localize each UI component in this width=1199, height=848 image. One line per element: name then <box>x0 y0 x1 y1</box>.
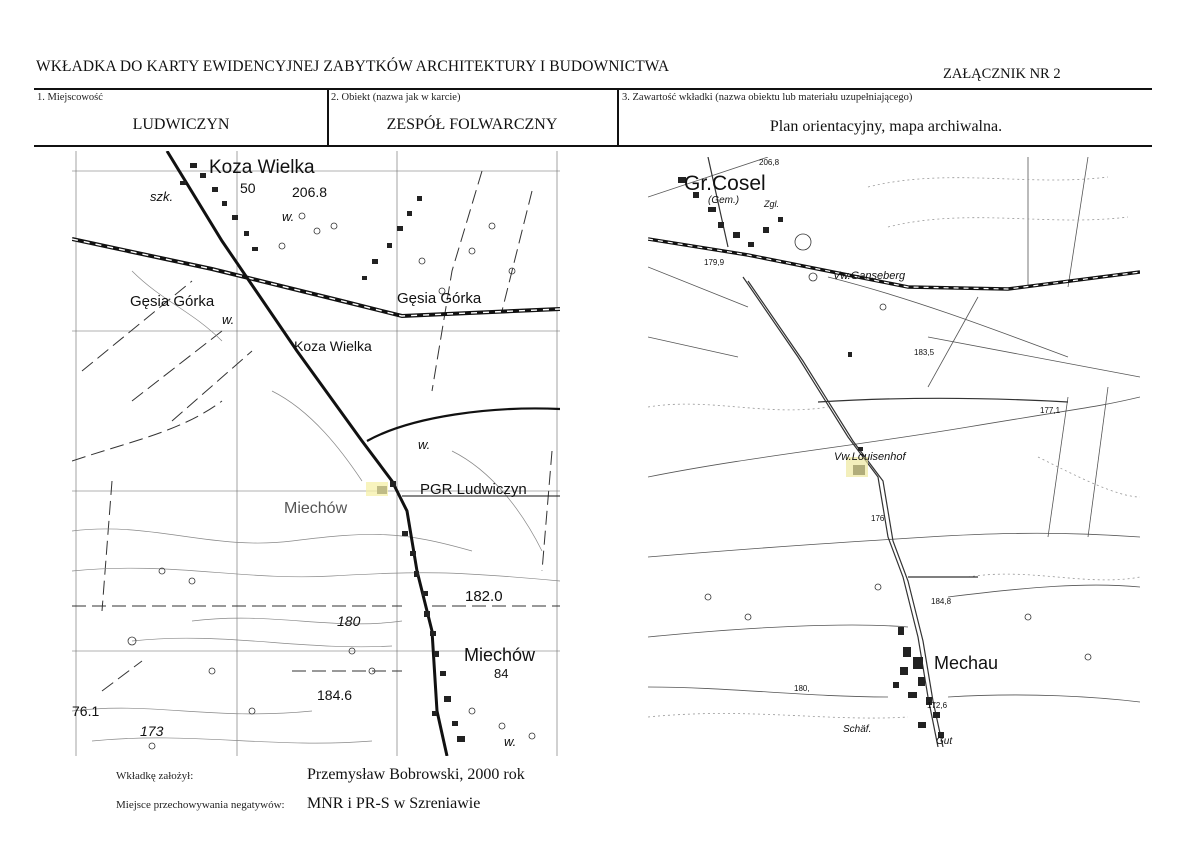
label-elev-183: 183,5 <box>914 348 935 357</box>
label-elev-180: 180 <box>337 613 361 629</box>
label-elev-206: 206,8 <box>759 158 780 167</box>
document-title: WKŁADKA DO KARTY EWIDENCYJNEJ ZABYTKÓW ARCHITEKTURY I BUDOWNICTWA <box>36 58 670 75</box>
label-elev-76: 76.1 <box>72 703 100 719</box>
label-elev-177: 177,1 <box>1040 406 1061 415</box>
label-schaf: Schäf. <box>843 724 872 735</box>
orientation-map <box>72 151 560 756</box>
field-object-value: ZESPÓŁ FOLWARCZNY <box>386 116 558 133</box>
label-szk: szk. <box>150 189 174 204</box>
archival-map <box>648 157 1140 747</box>
field-locality-label: 1. Miejscowość <box>37 92 103 103</box>
label-mechau: Mechau <box>934 653 999 673</box>
annex-number: ZAŁĄCZNIK NR 2 <box>943 66 1061 82</box>
label-gesia-gorka-right: Gęsia Górka <box>397 290 482 307</box>
field-contents-value: Plan orientacyjny, mapa archiwalna. <box>769 118 1003 135</box>
label-koza-wielka-top: Koza Wielka <box>209 157 315 178</box>
label-elev-206: 206.8 <box>292 184 328 200</box>
label-pgr-ludwiczyn: PGR Ludwiczyn <box>420 481 527 498</box>
field-object-label: 2. Obiekt (nazwa jak w karcie) <box>331 92 461 103</box>
label-gr-cosel: Gr.Cosel <box>684 172 766 195</box>
label-miechow-left: Miechów <box>284 500 348 517</box>
label-w-4: w. <box>504 734 517 749</box>
label-elev-84: 84 <box>494 666 509 681</box>
label-zgl-top: Zgl. <box>764 199 780 209</box>
label-vw-ganseberg: Vw.Ganseberg <box>833 270 906 282</box>
storage-value: MNR i PR-S w Szreniawie <box>307 795 481 812</box>
label-koza-wielka-mid: Koza Wielka <box>294 338 372 354</box>
label-elev-182: 182.0 <box>465 588 503 605</box>
label-elev-184: 184.6 <box>317 687 353 703</box>
label-elev-172: 172,6 <box>927 701 948 710</box>
label-miechow-right: Miechów <box>464 645 536 665</box>
field-contents-label: 3. Zawartość wkładki (nazwa obiektu lub materiału uzupełniającego) <box>622 92 913 103</box>
storage-label: Miejsce przechowywania negatywów: <box>116 799 285 811</box>
label-elev-184: 184,8 <box>931 597 952 606</box>
table-divider-2 <box>617 89 619 145</box>
label-elev-179: 179,9 <box>704 258 725 267</box>
label-gut: Gut <box>936 736 953 747</box>
label-w-3: w. <box>418 437 431 452</box>
table-top-rule <box>34 88 1152 90</box>
label-elev-173: 173 <box>140 723 164 739</box>
label-elev-180: 180, <box>794 684 810 693</box>
label-elev-50: 50 <box>240 180 256 196</box>
label-w-1: w. <box>282 209 295 224</box>
label-w-2: w. <box>222 312 235 327</box>
label-gesia-gorka-left: Gęsia Górka <box>130 293 215 310</box>
table-bottom-rule <box>34 145 1152 147</box>
label-elev-176: 176 <box>871 514 885 523</box>
label-gem: (Gem.) <box>708 195 740 206</box>
label-vw-louisenhof: Vw.Louisenhof <box>834 451 906 463</box>
founder-label: Wkładkę założył: <box>116 770 194 782</box>
field-locality-value: LUDWICZYN <box>132 116 230 133</box>
founder-value: Przemysław Bobrowski, 2000 rok <box>307 766 525 783</box>
